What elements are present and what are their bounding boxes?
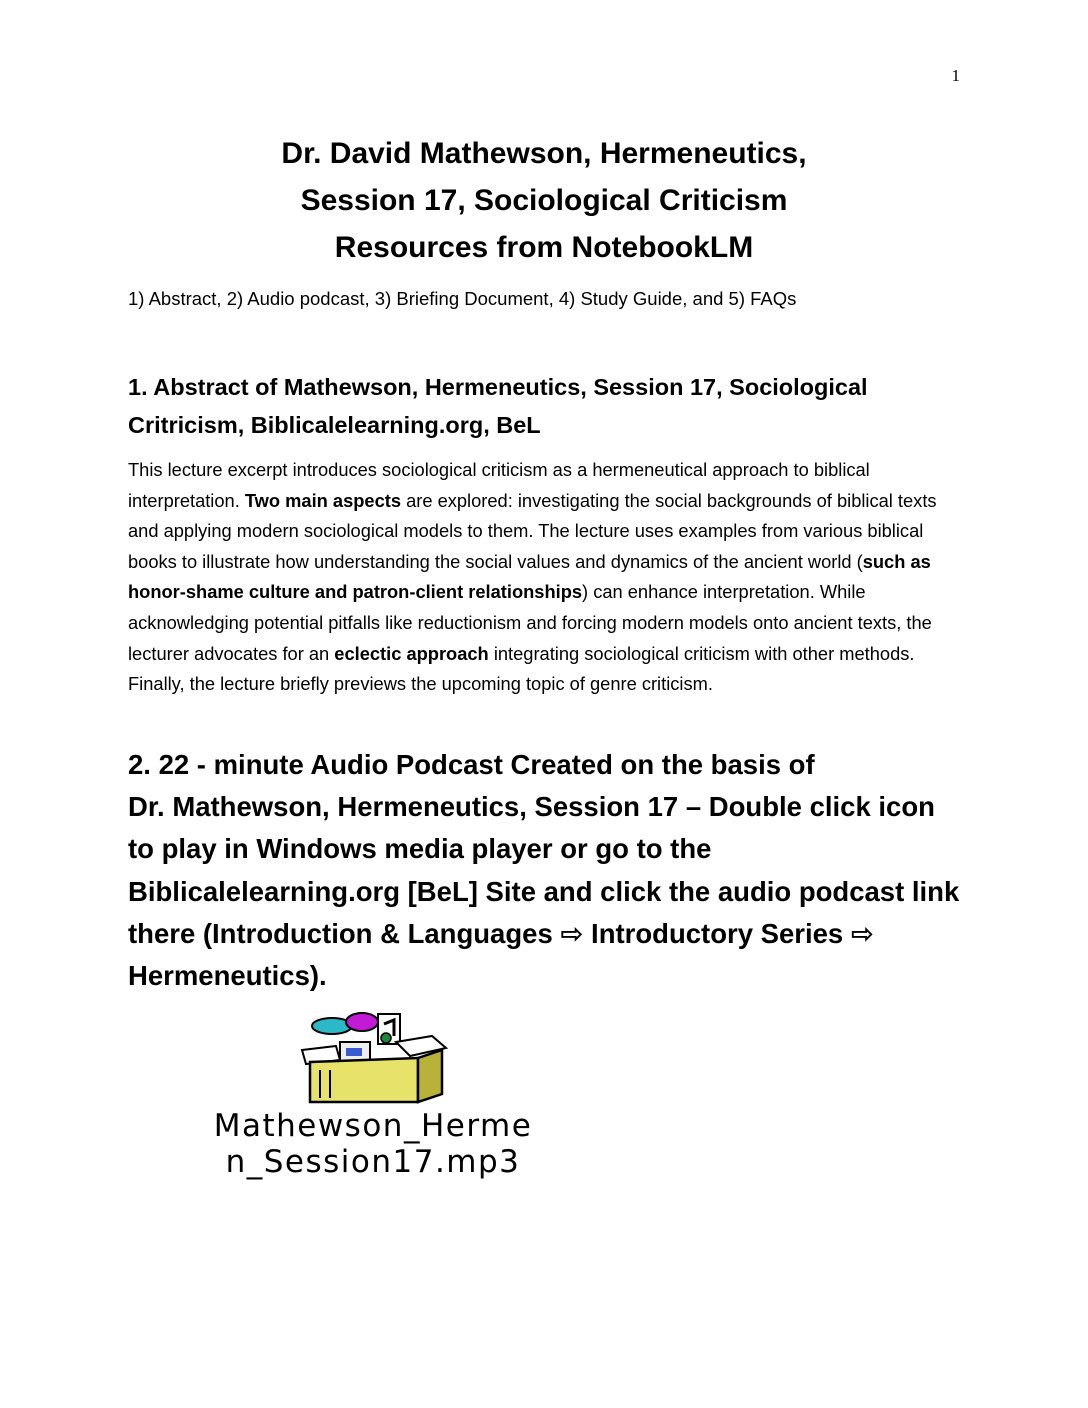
abstract-bold-3: eclectic approach [334,642,489,664]
podcast-heading [128,744,968,997]
abstract-heading: 1. Abstract of Mathewson, Hermeneutics, Session 17, Sociological Critricism, Biblicalelearning.org, BeL [128,374,868,438]
podcast-heading-line-1: 2. 22 - minute Audio Podcast Created on the basis of [128,749,815,780]
abstract-bold-1: Two main aspects [244,489,401,511]
file-name-line-1: Mathewson_Herme [213,1108,533,1144]
title-line-2: Session 17, Sociological Criticism [300,184,788,217]
abstract-text-2: are explored: investigating the social backgrounds of biblical texts and applying modern sociological models to them. The lecture uses examples from various biblical books to illustrate how understanding the social values and dynamics of the ancient world ( [128,489,937,572]
disc-shape [346,1013,378,1031]
box-front-shape [310,1058,418,1102]
podcast-heading-end: Hermeneutics). [128,960,327,992]
abstract-text-1: This lecture excerpt introduces sociological criticism as a hermeneutical approach to biblical interpretation. [128,459,870,511]
document-title [0,130,1088,271]
file-name-line-2: n_Session17.mp3 [225,1144,521,1180]
paper-shape [346,1048,362,1056]
abstract-paragraph [128,455,958,700]
abstract-text-3: ) can enhance interpretation. While acknowledging potential pitfalls like reductionism and forcing modern models onto ancient texts, the lecturer advocates for an [128,581,932,664]
arrow-right-icon: ⇨ [560,917,584,950]
arrow-right-icon: ⇨ [850,917,874,950]
podcast-heading-series: Introductory Series [583,917,844,949]
music-note-shape [381,1033,391,1043]
abstract-bold-2: such as honor-shame culture and patron-client relationships [128,550,931,603]
package-icon-graphic [300,1012,450,1104]
page-number: 1 [951,66,960,85]
audio-file-label[interactable] [128,1108,618,1180]
box-side-shape [418,1050,442,1102]
title-line-1: Dr. David Mathewson, Hermeneutics, [281,137,807,170]
package-icon[interactable] [300,1012,450,1104]
abstract-text-4: integrating sociological criticism with other methods. Finally, the lecture briefly previews the upcoming topic of genre criticism. [128,642,915,695]
title-line-3: Resources from NotebookLM [334,231,754,264]
resources-list: 1) Abstract, 2) Audio podcast, 3) Briefing Document, 4) Study Guide, and 5) FAQs [128,288,797,309]
podcast-heading-body: Dr. Mathewson, Hermeneutics, Session 17 – Double click icon to play in Windows media player or go to the Biblicalelearning.org [BeL] Site and click the audio podcast link there (Introduction & Languages [128,791,960,949]
